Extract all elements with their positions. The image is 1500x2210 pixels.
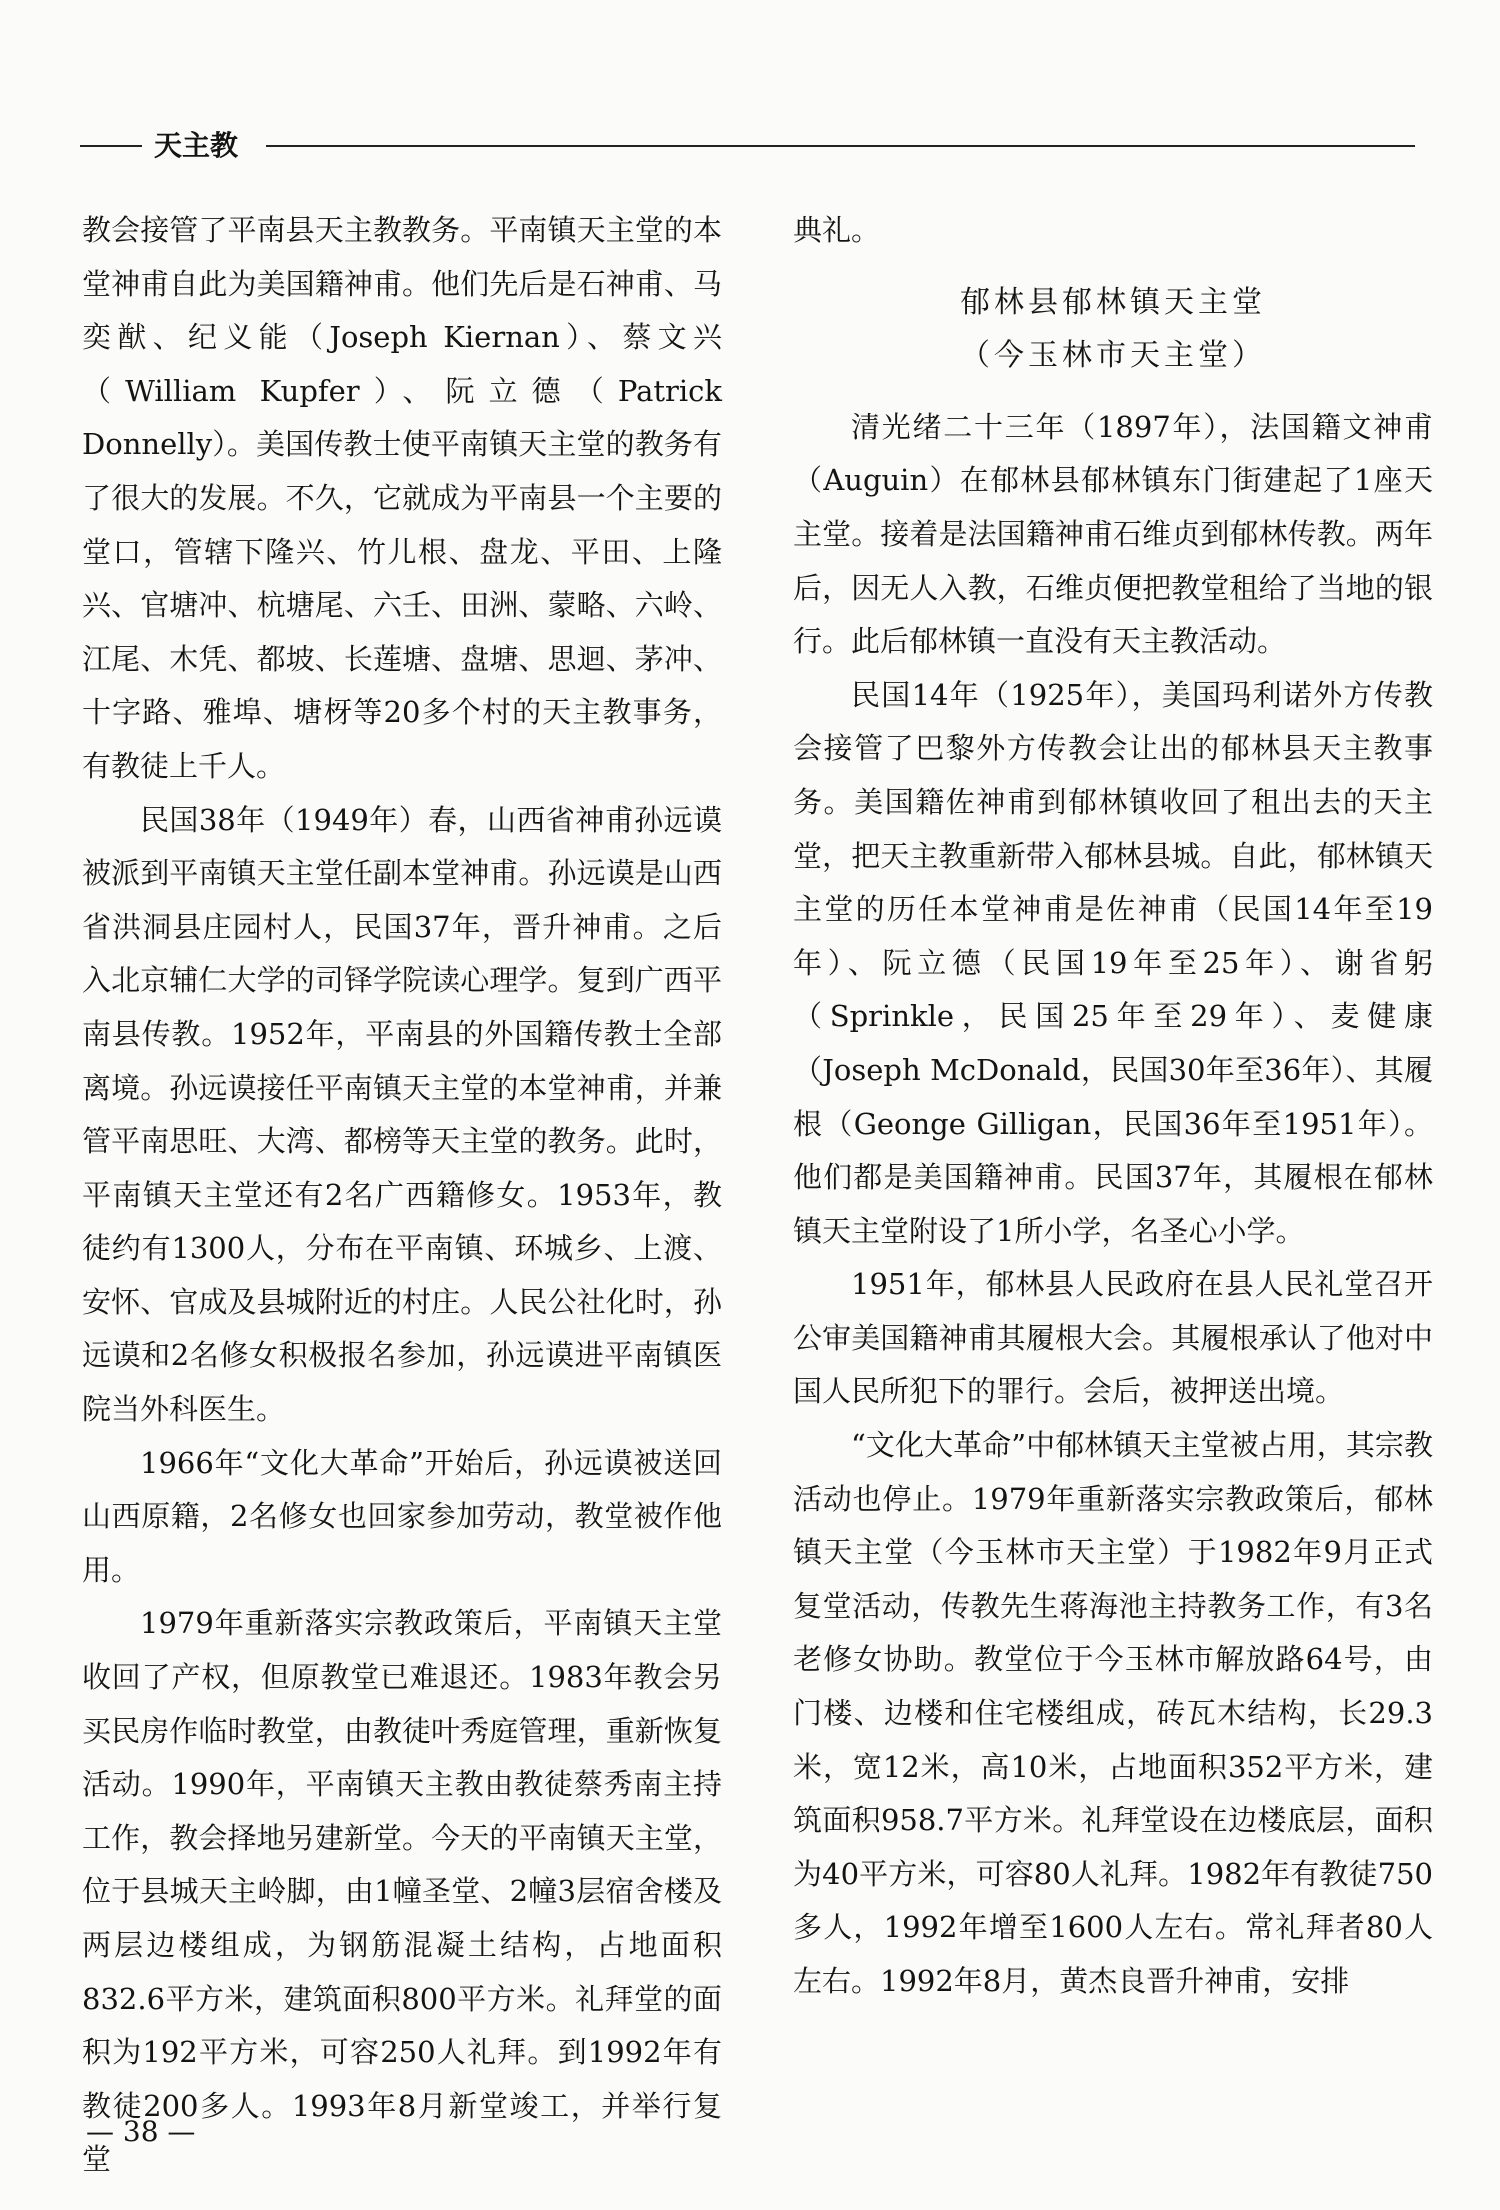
paragraph: 教会接管了平南县天主教教务。平南镇天主堂的本堂神甫自此为美国籍神甫。他们先后是石神甫、马奕猷、纪义能（Joseph Kiernan）、蔡文兴（William Kupfer）、阮立德（Patrick Donnelly）。美国传教士使平南镇天主堂的教务有了很大的发展。不久，它就成为平南县一个主要的堂口，管辖下隆兴、竹儿根、盘龙、平田、上隆兴、官塘冲、杭塘尾、六壬、田洲、蒙略、六岭、江尾、木凭、都坡、长莲塘、盘塘、思迴、茅冲、十字路、雅埠、塘枒等20多个村的天主教事务，有教徒上千人。 [82,213,722,783]
running-header [80,126,1415,166]
paragraph: “文化大革命”中郁林镇天主堂被占用，其宗教活动也停止。1979年重新落实宗教政策后，郁林镇天主堂（今玉林市天主堂）于1982年9月正式复堂活动，传教先生蒋海池主持教务工作，有3名老修女协助。教堂位于今玉林市解放路64号，由门楼、边楼和住宅楼组成，砖瓦木结构，长29.3米，宽12米，高10米，占地面积352平方米，建筑面积958.7平方米。礼拜堂设在边楼底层，面积为40平方米，可容80人礼拜。1982年有教徒750多人，1992年增至1600人左右。常礼拜者80人左右。1992年8月，黄杰良晋升神甫，安排 [793,1428,1433,1998]
header-rule-right [266,145,1415,147]
right-column [793,204,1433,2009]
section-subtitle: （今玉林市天主堂） [960,338,1266,374]
paragraph-continuation: 典礼。 [793,213,881,247]
paragraph: 1951年，郁林县人民政府在县人民礼堂召开公审美国籍神甫其履根大会。其履根承认了他对中国人民所犯下的罪行。会后，被押送出境。 [793,1267,1433,1409]
paragraph: 清光绪二十三年（1897年），法国籍文神甫（Auguin）在郁林县郁林镇东门街建起了1座天主堂。接着是法国籍神甫石维贞到郁林传教。两年后，因无人入教，石维贞便把教堂租给了当地的银行。此后郁林镇一直没有天主教活动。 [793,409,1433,659]
page-number: — 38 — [86,2115,196,2148]
section-title: 郁林县郁林镇天主堂 [960,284,1266,320]
left-column [82,204,722,2187]
paragraph: 民国38年（1949年）春，山西省神甫孙远谟被派到平南镇天主堂任副本堂神甫。孙远谟是山西省洪洞县庄园村人，民国37年，晋升神甫。之后入北京辅仁大学的司铎学院读心理学。复到广西平南县传教。1952年，平南县的外国籍传教士全部离境。孙远谟接任平南镇天主堂的本堂神甫，并兼管平南思旺、大湾、都榜等天主堂的教务。此时，平南镇天主堂还有2名广西籍修女。1953年，教徒约有1300人，分布在平南镇、环城乡、上渡、安怀、官成及县城附近的村庄。人民公社化时，孙远谟和2名修女积极报名参加，孙远谟进平南镇医院当外科医生。 [82,802,722,1427]
header-rule-left [80,145,142,147]
running-title: 天主教 [154,129,239,162]
paragraph: 民国14年（1925年），美国玛利诺外方传教会接管了巴黎外方传教会让出的郁林县天主教事务。美国籍佐神甫到郁林镇收回了租出去的天主堂，把天主教重新带入郁林县城。自此，郁林镇天主堂的历任本堂神甫是佐神甫（民国14年至19年）、阮立德（民国19年至25年）、谢省躬（Sprinkle，民国25年至29年）、麦健康（Joseph McDonald，民国30年至36年）、其履根（Geonge Gilligan，民国36年至1951年）。他们都是美国籍神甫。民国37年，其履根在郁林镇天主堂附设了1所小学，名圣心小学。 [793,677,1433,1248]
paragraph: 1966年“文化大革命”开始后，孙远谟被送回山西原籍，2名修女也回家参加劳动，教堂被作他用。 [82,1445,722,1587]
paragraph: 1979年重新落实宗教政策后，平南镇天主堂收回了产权，但原教堂已难退还。1983年教会另买民房作临时教堂，由教徒叶秀庭管理，重新恢复活动。1990年，平南镇天主教由教徒蔡秀南主持工作，教会择地另建新堂。今天的平南镇天主堂，位于县城天主岭脚，由1幢圣堂、2幢3层宿舍楼及两层边楼组成，为钢筋混凝土结构，占地面积832.6平方米，建筑面积800平方米。礼拜堂的面积为192平方米，可容250人礼拜。到1992年有教徒200多人。1993年8月新堂竣工，并举行复堂 [82,1606,722,2177]
